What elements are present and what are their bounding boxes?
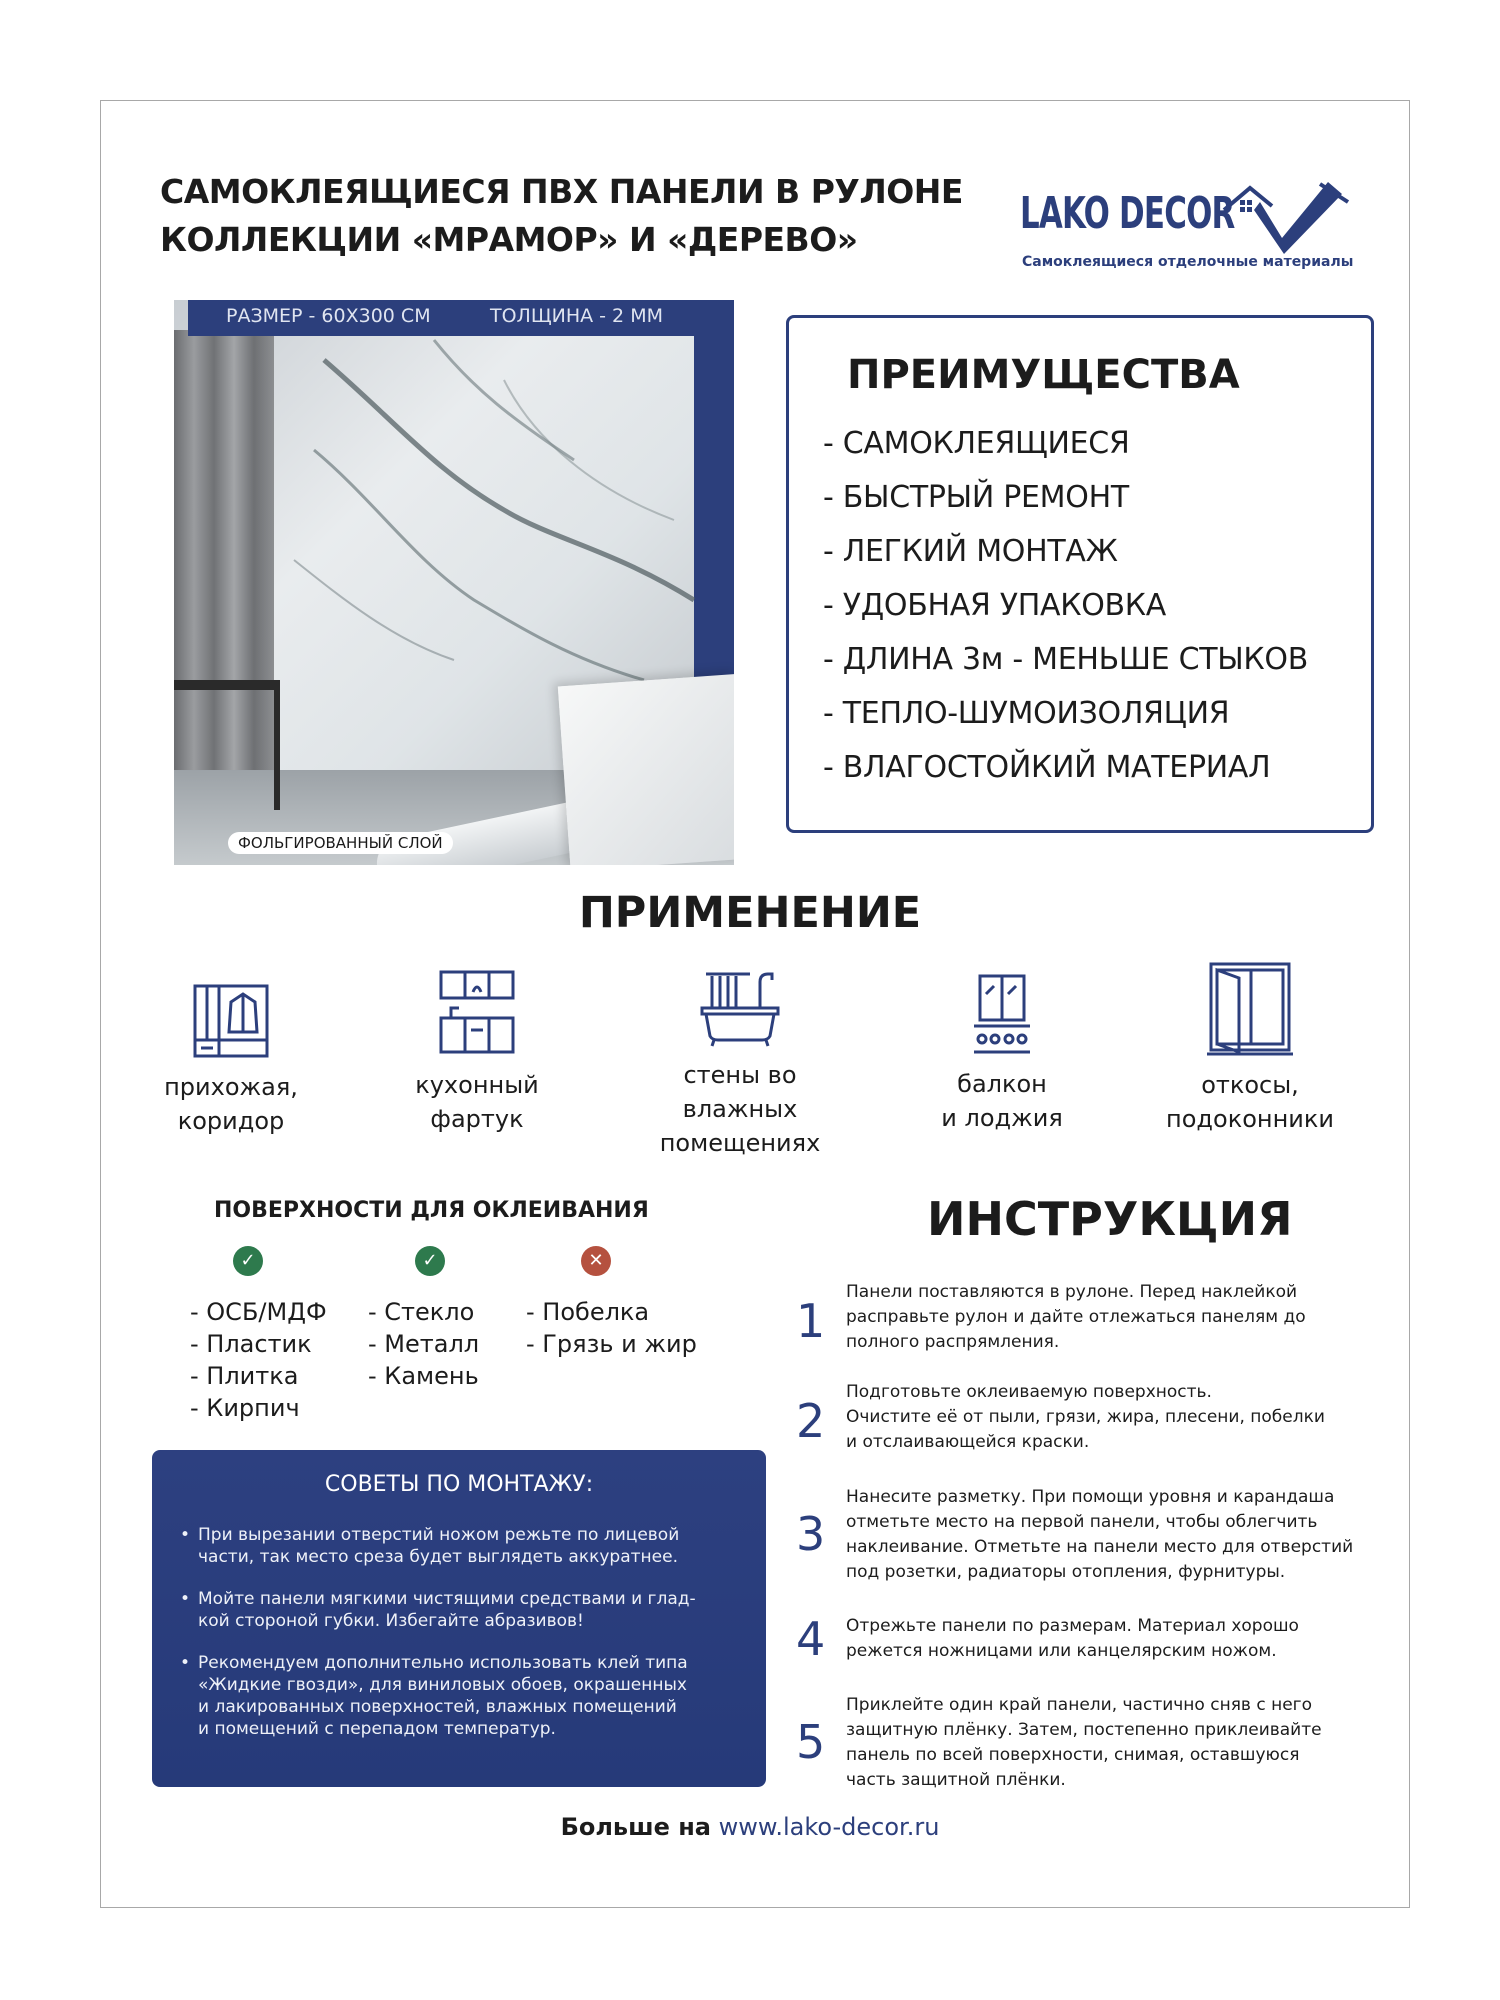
advantage-item: - УДОБНАЯ УПАКОВКА	[823, 588, 1167, 623]
instruction-title: ИНСТРУКЦИЯ	[927, 1192, 1293, 1246]
instruction-step	[796, 1380, 1396, 1460]
step-line: панель по всей поверхности, снимая, оставшуюся	[846, 1745, 1300, 1765]
house-roof-check-icon	[1220, 176, 1350, 256]
tip-line: части, так место среза будет выглядеть аккуратнее.	[198, 1547, 678, 1567]
usage-label-line: балкон	[957, 1070, 1047, 1098]
advantage-item: - ДЛИНА 3м - МЕНЬШЕ СТЫКОВ	[823, 642, 1309, 677]
surface-item: - ОСБ/МДФ	[190, 1298, 327, 1326]
wardrobe-icon	[191, 980, 271, 1060]
step-line: Очистите её от пыли, грязи, жира, плесени, побелки	[846, 1407, 1325, 1427]
usage-label-line: подоконники	[1166, 1105, 1334, 1133]
surface-item: - Металл	[368, 1330, 480, 1358]
tip-line: и помещений с перепадом температур.	[198, 1719, 556, 1739]
foil-sample-graphic	[558, 674, 734, 865]
footer	[0, 1813, 1500, 1841]
kitchen-icon	[437, 968, 517, 1058]
website-link[interactable]: www.lako-decor.ru	[718, 1813, 940, 1841]
brand-logo	[1020, 176, 1354, 286]
title-line-1: САМОКЛЕЯЩИЕСЯ ПВХ ПАНЕЛИ В РУЛОНЕ	[160, 172, 963, 211]
step-line: Панели поставляются в рулоне. Перед наклейкой	[846, 1282, 1298, 1302]
step-number: 1	[796, 1294, 826, 1348]
usage-label-line: фартук	[430, 1105, 524, 1133]
surface-item: - Грязь и жир	[526, 1330, 697, 1358]
tip-line: Рекомендуем дополнительно использовать клей типа	[198, 1653, 688, 1673]
step-number: 4	[796, 1612, 826, 1666]
step-number: 5	[796, 1715, 826, 1769]
surfaces-title: ПОВЕРХНОСТИ ДЛЯ ОКЛЕИВАНИЯ	[214, 1198, 649, 1223]
surface-item: - Камень	[368, 1362, 479, 1390]
balcony-icon	[972, 972, 1032, 1057]
step-number: 3	[796, 1507, 826, 1561]
photo-caption: ФОЛЬГИРОВАННЫЙ СЛОЙ	[228, 832, 453, 854]
advantages-box	[786, 315, 1374, 833]
surface-item: - Стекло	[368, 1298, 475, 1326]
chair-graphic	[174, 680, 280, 810]
tip-line: «Жидкие гвозди», для виниловых обоев, окрашенных	[198, 1675, 687, 1695]
surfaces-suitable-col1	[190, 1296, 327, 1424]
cross-icon: ✕	[581, 1246, 611, 1276]
bathtub-icon	[700, 968, 780, 1048]
step-line: и отслаивающейся краски.	[846, 1432, 1090, 1452]
usage-label-line: и лоджия	[941, 1104, 1063, 1132]
tip-item	[180, 1524, 750, 1568]
product-photo	[174, 300, 734, 865]
surface-item: - Плитка	[190, 1362, 299, 1390]
logo-name: LAKO DECOR	[1020, 188, 1235, 239]
tip-item	[180, 1652, 750, 1740]
advantage-item: - БЫСТРЫЙ РЕМОНТ	[823, 480, 1129, 515]
title-line-2: КОЛЛЕКЦИИ «МРАМОР» И «ДЕРЕВО»	[160, 220, 858, 259]
tips-title: СОВЕТЫ ПО МОНТАЖУ:	[324, 1472, 594, 1497]
surfaces-unsuitable-col	[526, 1296, 697, 1360]
usage-window	[1130, 960, 1370, 1136]
instruction-step	[796, 1693, 1396, 1793]
advantage-item: - САМОКЛЕЯЩИЕСЯ	[823, 426, 1130, 461]
tip-line: и лакированных поверхностей, влажных помещений	[198, 1697, 677, 1717]
usage-title: ПРИМЕНЕНИЕ	[578, 888, 922, 938]
step-line: Приклейте один край панели, частично сняв с него	[846, 1695, 1312, 1715]
bullet: •	[180, 1525, 191, 1545]
thickness-label: ТОЛЩИНА - 2 ММ	[490, 305, 663, 327]
usage-label-line: помещениях	[659, 1129, 821, 1157]
usage-balcony	[882, 972, 1122, 1135]
tip-line: кой стороной губки. Избегайте абразивов!	[198, 1611, 584, 1631]
usage-label-line: кухонный	[415, 1071, 539, 1099]
step-line: часть защитной плёнки.	[846, 1770, 1066, 1790]
check-icon: ✓	[415, 1246, 445, 1276]
step-line: под розетки, радиаторы отопления, фурнитуры.	[846, 1562, 1286, 1582]
step-line: полного распрямления.	[846, 1332, 1060, 1352]
advantage-item: - ВЛАГОСТОЙКИЙ МАТЕРИАЛ	[823, 750, 1271, 785]
surfaces-suitable-col2	[368, 1296, 479, 1392]
step-line: Нанесите разметку. При помощи уровня и карандаша	[846, 1487, 1335, 1507]
usage-label-line: прихожая,	[164, 1073, 298, 1101]
advantages-title: ПРЕИМУЩЕСТВА	[847, 352, 1240, 398]
usage-kitchen	[357, 968, 597, 1136]
step-line: отметьте место на первой панели, чтобы облегчить	[846, 1512, 1318, 1532]
mounting-tips-box	[152, 1450, 766, 1787]
window-icon	[1205, 960, 1295, 1058]
footer-label: Больше на	[560, 1813, 711, 1841]
logo-tagline: Самоклеящиеся отделочные материалы	[1022, 254, 1354, 270]
usage-label-line: откосы,	[1201, 1071, 1299, 1099]
usage-label-line: влажных	[682, 1095, 798, 1123]
bullet: •	[180, 1653, 191, 1673]
instruction-step	[796, 1280, 1396, 1360]
instruction-step	[796, 1614, 1396, 1674]
surface-item: - Кирпич	[190, 1394, 300, 1422]
size-label: РАЗМЕР - 60Х300 СМ	[226, 305, 431, 327]
check-icon: ✓	[233, 1246, 263, 1276]
step-number: 2	[796, 1394, 826, 1448]
advantage-item: - ЛЕГКИЙ МОНТАЖ	[823, 534, 1118, 569]
step-line: режется ножницами или канцелярским ножом.	[846, 1641, 1277, 1661]
photo-spec-band	[188, 300, 734, 336]
tip-item	[180, 1588, 750, 1632]
step-line: Отрежьте панели по размерам. Материал хорошо	[846, 1616, 1299, 1636]
step-line: наклеивание. Отметьте на панели место для отверстий	[846, 1537, 1354, 1557]
instruction-step	[796, 1485, 1396, 1585]
usage-wet-rooms	[620, 968, 860, 1160]
usage-hallway	[111, 980, 351, 1138]
advantage-item: - ТЕПЛО-ШУМОИЗОЛЯЦИЯ	[823, 696, 1230, 731]
tip-line: Мойте панели мягкими чистящими средствами и глад-	[198, 1589, 696, 1609]
surface-item: - Побелка	[526, 1298, 650, 1326]
usage-label-line: коридор	[177, 1107, 285, 1135]
step-line: защитную плёнку. Затем, постепенно приклеивайте	[846, 1720, 1322, 1740]
surface-item: - Пластик	[190, 1330, 312, 1358]
page-title	[160, 168, 980, 264]
usage-label-line: стены во	[683, 1061, 797, 1089]
step-line: Подготовьте оклеиваемую поверхность.	[846, 1382, 1212, 1402]
step-line: расправьте рулон и дайте отлежаться панелям до	[846, 1307, 1306, 1327]
tip-line: При вырезании отверстий ножом режьте по лицевой	[198, 1525, 680, 1545]
bullet: •	[180, 1589, 191, 1609]
